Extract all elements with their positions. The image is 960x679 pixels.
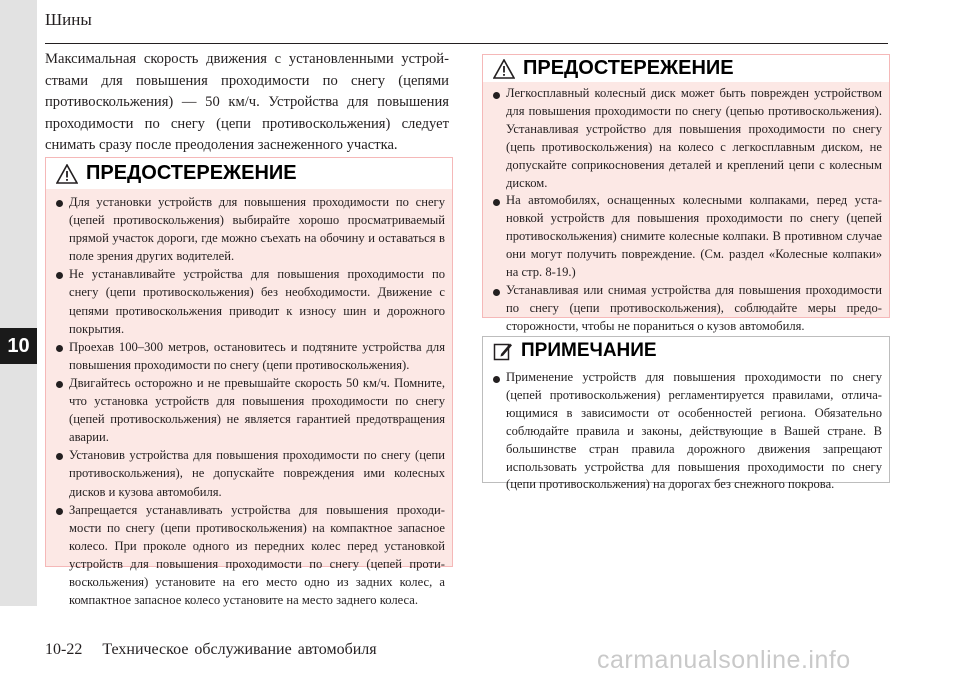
list-item-text: Проехав 100–300 метров, остановитесь и подтяните устройства для повышения проходимости по снегу (цепи противоскольжения). — [69, 339, 445, 372]
bullet-icon — [56, 453, 63, 460]
side-band — [0, 0, 37, 606]
warning-triangle-icon — [493, 59, 515, 79]
bullet-icon — [56, 200, 63, 207]
warning-body — [483, 82, 889, 333]
bullet-icon — [493, 376, 500, 383]
warning-box-left — [45, 157, 453, 608]
warning-triangle-icon — [56, 164, 78, 184]
note-header — [483, 337, 889, 365]
note-box — [482, 336, 890, 492]
bullet-icon — [493, 92, 500, 99]
note-body — [483, 365, 889, 492]
list-item-text: Устанавливая или снимая устройства для повышения проходимости по снегу (цепи противоскольжения), соблюдайте меры предосторожности, чтобы не пораниться о кузов автомобиля. — [506, 282, 882, 333]
list-item — [46, 265, 445, 337]
bullet-icon — [493, 199, 500, 206]
bullet-icon — [56, 508, 63, 515]
list-item-text: Применение устройств для повышения проходимости по снегу (цепей противоскольжения) регламентируется правилами, отличающимися в зависимости от особенностей региона. Обязательно соблюдайте правила и законы, действующие в Вашей стране. В большинстве стран правила дорожного движения запрещают использовать устройства для повышения проходимости по снегу (цепи противоскольжения) на дорогах без снежного покрова. — [506, 370, 882, 492]
list-item-text: Установив устройства для повышения проходимости по снегу (цепи противоскольжения), не допускайте повреждения ими колесных дисков и кузова автомобиля. — [69, 448, 445, 499]
list-item — [483, 369, 882, 494]
list-item-text: Двигайтесь осторожно и не превышайте скорость 50 км/ч. Помните, что установка устройств для повышения проходимости по снегу (цепей противоскольжения) не является гарантией предотвращения аварии. — [69, 375, 445, 445]
header-divider — [45, 43, 888, 44]
list-item — [46, 374, 445, 446]
list-item — [483, 85, 882, 192]
list-item — [46, 338, 445, 374]
page-footer — [45, 641, 377, 659]
page-header-title: Шины — [45, 10, 92, 29]
list-item — [46, 193, 445, 265]
warning-title: ПРЕДОСТЕРЕЖЕНИЕ — [523, 57, 734, 79]
chapter-tab: 10 — [0, 328, 37, 364]
bullet-icon — [56, 381, 63, 388]
list-item-text: Легкосплавный колесный диск может быть поврежден устройством для повышения проходимости по снегу (цепью противоскольжения). Устанавливая устройство для повышения проходимости по снегу (цепь противоскольжения) на колесо с легкосплавным диском, не допускайте соприкосновения деталей и креплений цепи с колесным диском. — [506, 86, 882, 190]
list-item — [483, 282, 882, 336]
pencil-note-icon — [493, 341, 513, 361]
list-item-text: Запрещается устанавливать устройства для повышения проходимости по снегу (цепи противоскольжения) на компактное запасное колесо. При проколе одного из передних колес перед установкой устройств для повышения проходимости по снегу (цепей противоскольжения) установите на его место одно из задних колес, а компактное запасное колесо установите на место заднего колеса. — [69, 502, 445, 608]
list-item-text: Для установки устройств для повышения проходимости по снегу (цепей противоскольжения) выбирайте хорошо просматриваемый прямой участок дороги, где можно съехать на обочину и оставаться в поле зрения других водителей. — [69, 195, 445, 264]
warning-body — [46, 189, 452, 608]
footer-section-title: Техническое обслуживание автомобиля — [102, 641, 377, 658]
list-item — [46, 446, 445, 500]
list-item-text: На автомобилях, оснащенных колесными колпаками, перед установкой устройств для повышения проходимости по снегу (цепей противоскольжения) снимите колесные колпаки. В противном случае они могут получить повреждение. (См. раздел «Колесные колпаки» на стр. 8-19.) — [506, 193, 882, 280]
list-item — [483, 192, 882, 282]
bullet-icon — [56, 272, 63, 279]
intro-paragraph: Максимальная скорость движения с установленными устройствами для повышения проходимости по снегу (цепями противоскольжения) — 50 км/ч. Устройства для повышения проходимости по снегу (цепи противоскольжения) следует снимать сразу после преодоления заснеженного участка. — [45, 51, 449, 153]
note-title: ПРИМЕЧАНИЕ — [521, 340, 657, 361]
list-item-text: Не устанавливайте устройства для повышения проходимости по снегу (цепи противоскольжения) без необходимости. Движение с цепями противоскольжения приводит к износу шин и дорожного покрытия. — [69, 267, 445, 336]
page-number: 10-22 — [45, 641, 83, 658]
bullet-icon — [56, 345, 63, 352]
bullet-icon — [493, 289, 500, 296]
watermark: carmanualsonline.info — [597, 646, 851, 674]
warning-title: ПРЕДОСТЕРЕЖЕНИЕ — [86, 162, 297, 184]
warning-header — [46, 158, 452, 189]
warning-header — [483, 55, 889, 82]
list-item — [46, 501, 445, 610]
warning-box-right — [482, 54, 890, 333]
